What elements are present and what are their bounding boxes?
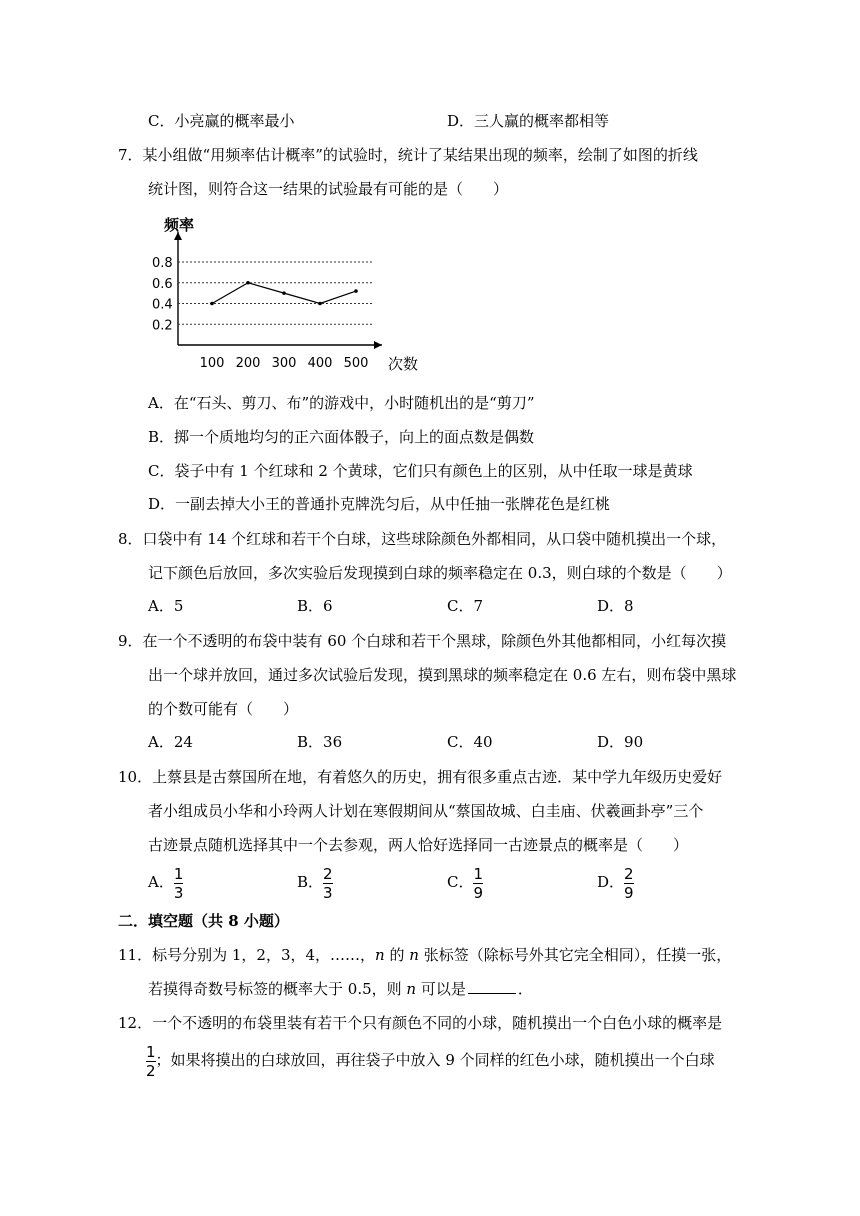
q11-text: 若摸得奇数号标签的概率大于 0.5，则 bbox=[148, 980, 407, 998]
q6-option-c: C．小亮赢的概率最小 bbox=[148, 112, 295, 130]
q10-option-c-fraction bbox=[473, 866, 483, 901]
q12-stem-line2 bbox=[146, 1040, 715, 1080]
chart-ylabel: 频率 bbox=[164, 216, 195, 234]
data-point bbox=[354, 289, 358, 293]
q7-stem-line2: 统计图，则符合这一结果的试验最有可能的是（ ） bbox=[148, 180, 509, 198]
q11-text: ． bbox=[517, 980, 533, 998]
q10-option-c-label: C． bbox=[447, 873, 474, 891]
q8-option-c: C．7 bbox=[447, 597, 484, 615]
q10-option-a-label: A． bbox=[148, 873, 174, 891]
chart-axes bbox=[174, 232, 382, 349]
data-point bbox=[282, 291, 286, 295]
y-tick-label: 0.6 bbox=[152, 276, 173, 292]
q8-stem-line1: 8．口袋中有 14 个红球和若干个白球，这些球除颜色外都相同，从口袋中随机摸出一个球， bbox=[118, 530, 727, 548]
data-point bbox=[246, 281, 250, 285]
fraction-denominator: 3 bbox=[173, 883, 184, 902]
fraction-denominator: 2 bbox=[146, 1061, 156, 1080]
fraction-numerator: 1 bbox=[146, 1042, 156, 1061]
frequency-line-chart bbox=[150, 214, 420, 379]
q10-option-b-fraction bbox=[323, 866, 333, 901]
q9-option-d: D．90 bbox=[597, 733, 644, 751]
q9-stem-line3: 的个数可能有（ ） bbox=[148, 700, 299, 718]
q11-text: 的 bbox=[384, 946, 410, 964]
q7-option-b: B．掷一个质地均匀的正六面体骰子，向上的面点数是偶数 bbox=[148, 428, 535, 446]
q10-option-b bbox=[297, 862, 333, 902]
q10-option-d bbox=[597, 862, 634, 902]
x-axis-arrow bbox=[374, 341, 382, 349]
fraction-numerator: 2 bbox=[624, 864, 634, 883]
q10-option-a-fraction bbox=[174, 866, 184, 901]
q10-option-b-label: B． bbox=[297, 873, 324, 891]
chart-series bbox=[210, 281, 358, 305]
q12-text: ；如果将摸出的白球放回，再往袋子中放入 9 个同样的红色小球，随机摸出一个白球 bbox=[155, 1051, 715, 1069]
q10-stem-line1: 10．上蔡县是古蔡国所在地，有着悠久的历史，拥有很多重点古迹．某中学九年级历史爱好 bbox=[118, 768, 723, 786]
q12-fraction bbox=[146, 1044, 156, 1079]
q8-option-b: B．6 bbox=[297, 597, 333, 615]
q8-option-d: D．8 bbox=[597, 597, 634, 615]
q11-var-n: n bbox=[375, 946, 385, 964]
x-tick-label: 100 bbox=[199, 356, 225, 371]
q9-stem-line1: 9．在一个不透明的布袋中装有 60 个白球和若干个黑球，除颜色外其他都相同，小红每次摸 bbox=[118, 632, 727, 650]
fraction-denominator: 9 bbox=[473, 883, 484, 902]
q10-option-a bbox=[148, 862, 183, 902]
q9-option-b: B．36 bbox=[297, 733, 343, 751]
chart-gridlines bbox=[178, 262, 372, 324]
q7-option-d: D．一副去掉大小王的普通扑克牌洗匀后，从中任抽一张牌花色是红桃 bbox=[148, 495, 611, 513]
q7-stem-line1: 7．某小组做“用频率估计概率”的试验时，统计了某结果出现的频率，绘制了如图的折线 bbox=[118, 146, 698, 164]
q11-answer-blank[interactable] bbox=[468, 979, 516, 994]
x-tick-label: 300 bbox=[271, 356, 297, 371]
q9-stem-line2: 出一个球并放回，通过多次试验后发现，摸到黑球的频率稳定在 0.6 左右，则布袋中黑球 bbox=[148, 666, 737, 684]
y-tick-label: 0.4 bbox=[152, 297, 173, 313]
q9-option-c: C．40 bbox=[447, 733, 493, 751]
q11-stem-line1 bbox=[118, 945, 731, 965]
q7-option-a: A．在“石头、剪刀、布”的游戏中，小时随机出的是“剪刀” bbox=[148, 394, 535, 412]
q11-var-n: n bbox=[409, 946, 419, 964]
q8-option-a: A．5 bbox=[148, 597, 184, 615]
q10-stem-line2: 者小组成员小华和小玲两人计划在寒假期间从“蔡国故城、白圭庙、伏羲画卦亭”三个 bbox=[148, 802, 704, 820]
y-tick-label: 0.8 bbox=[152, 256, 173, 271]
data-point bbox=[318, 302, 322, 306]
fraction-denominator: 3 bbox=[323, 883, 333, 902]
q10-option-d-fraction bbox=[624, 866, 634, 901]
fraction-numerator: 2 bbox=[323, 864, 333, 883]
x-tick-label: 200 bbox=[235, 356, 261, 371]
q11-text: 11．标号分别为 1，2，3，4，……， bbox=[118, 946, 376, 964]
fraction-denominator: 9 bbox=[624, 883, 634, 902]
q11-text: 可以是 bbox=[416, 980, 466, 998]
y-tick-label: 0.2 bbox=[152, 318, 173, 334]
x-tick-label: 400 bbox=[307, 356, 333, 371]
q7-option-c: C．袋子中有 1 个红球和 2 个黄球，它们只有颜色上的区别，从中任取一球是黄球 bbox=[148, 462, 693, 480]
section-title-fill-in: 二．填空题（共 8 小题） bbox=[118, 912, 289, 930]
chart-xlabel: 次数 bbox=[388, 355, 419, 373]
x-tick-label: 500 bbox=[343, 356, 369, 371]
q9-option-a: A．24 bbox=[148, 733, 193, 751]
q8-stem-line2: 记下颜色后放回，多次实验后发现摸到白球的频率稳定在 0.3，则白球的个数是（ ） bbox=[148, 564, 732, 582]
q11-text: 张标签（除标号外其它完全相同），任摸一张， bbox=[418, 946, 732, 964]
q12-stem-line1: 12．一个不透明的布袋里装有若干个只有颜色不同的小球，随机摸出一个白色小球的概率是 bbox=[118, 1014, 723, 1032]
q10-stem-line3: 古迹景点随机选择其中一个去参观，两人恰好选择同一古迹景点的概率是（ ） bbox=[148, 836, 689, 854]
fraction-numerator: 1 bbox=[473, 864, 484, 883]
data-point bbox=[210, 302, 214, 306]
q11-stem-line2 bbox=[148, 979, 533, 999]
q10-option-d-label: D． bbox=[597, 873, 625, 891]
q10-option-c bbox=[447, 862, 483, 902]
q6-option-d: D．三人赢的概率都相等 bbox=[447, 112, 610, 130]
chart-tick-labels bbox=[152, 256, 368, 371]
q11-var-n: n bbox=[406, 980, 417, 998]
fraction-numerator: 1 bbox=[173, 864, 184, 883]
